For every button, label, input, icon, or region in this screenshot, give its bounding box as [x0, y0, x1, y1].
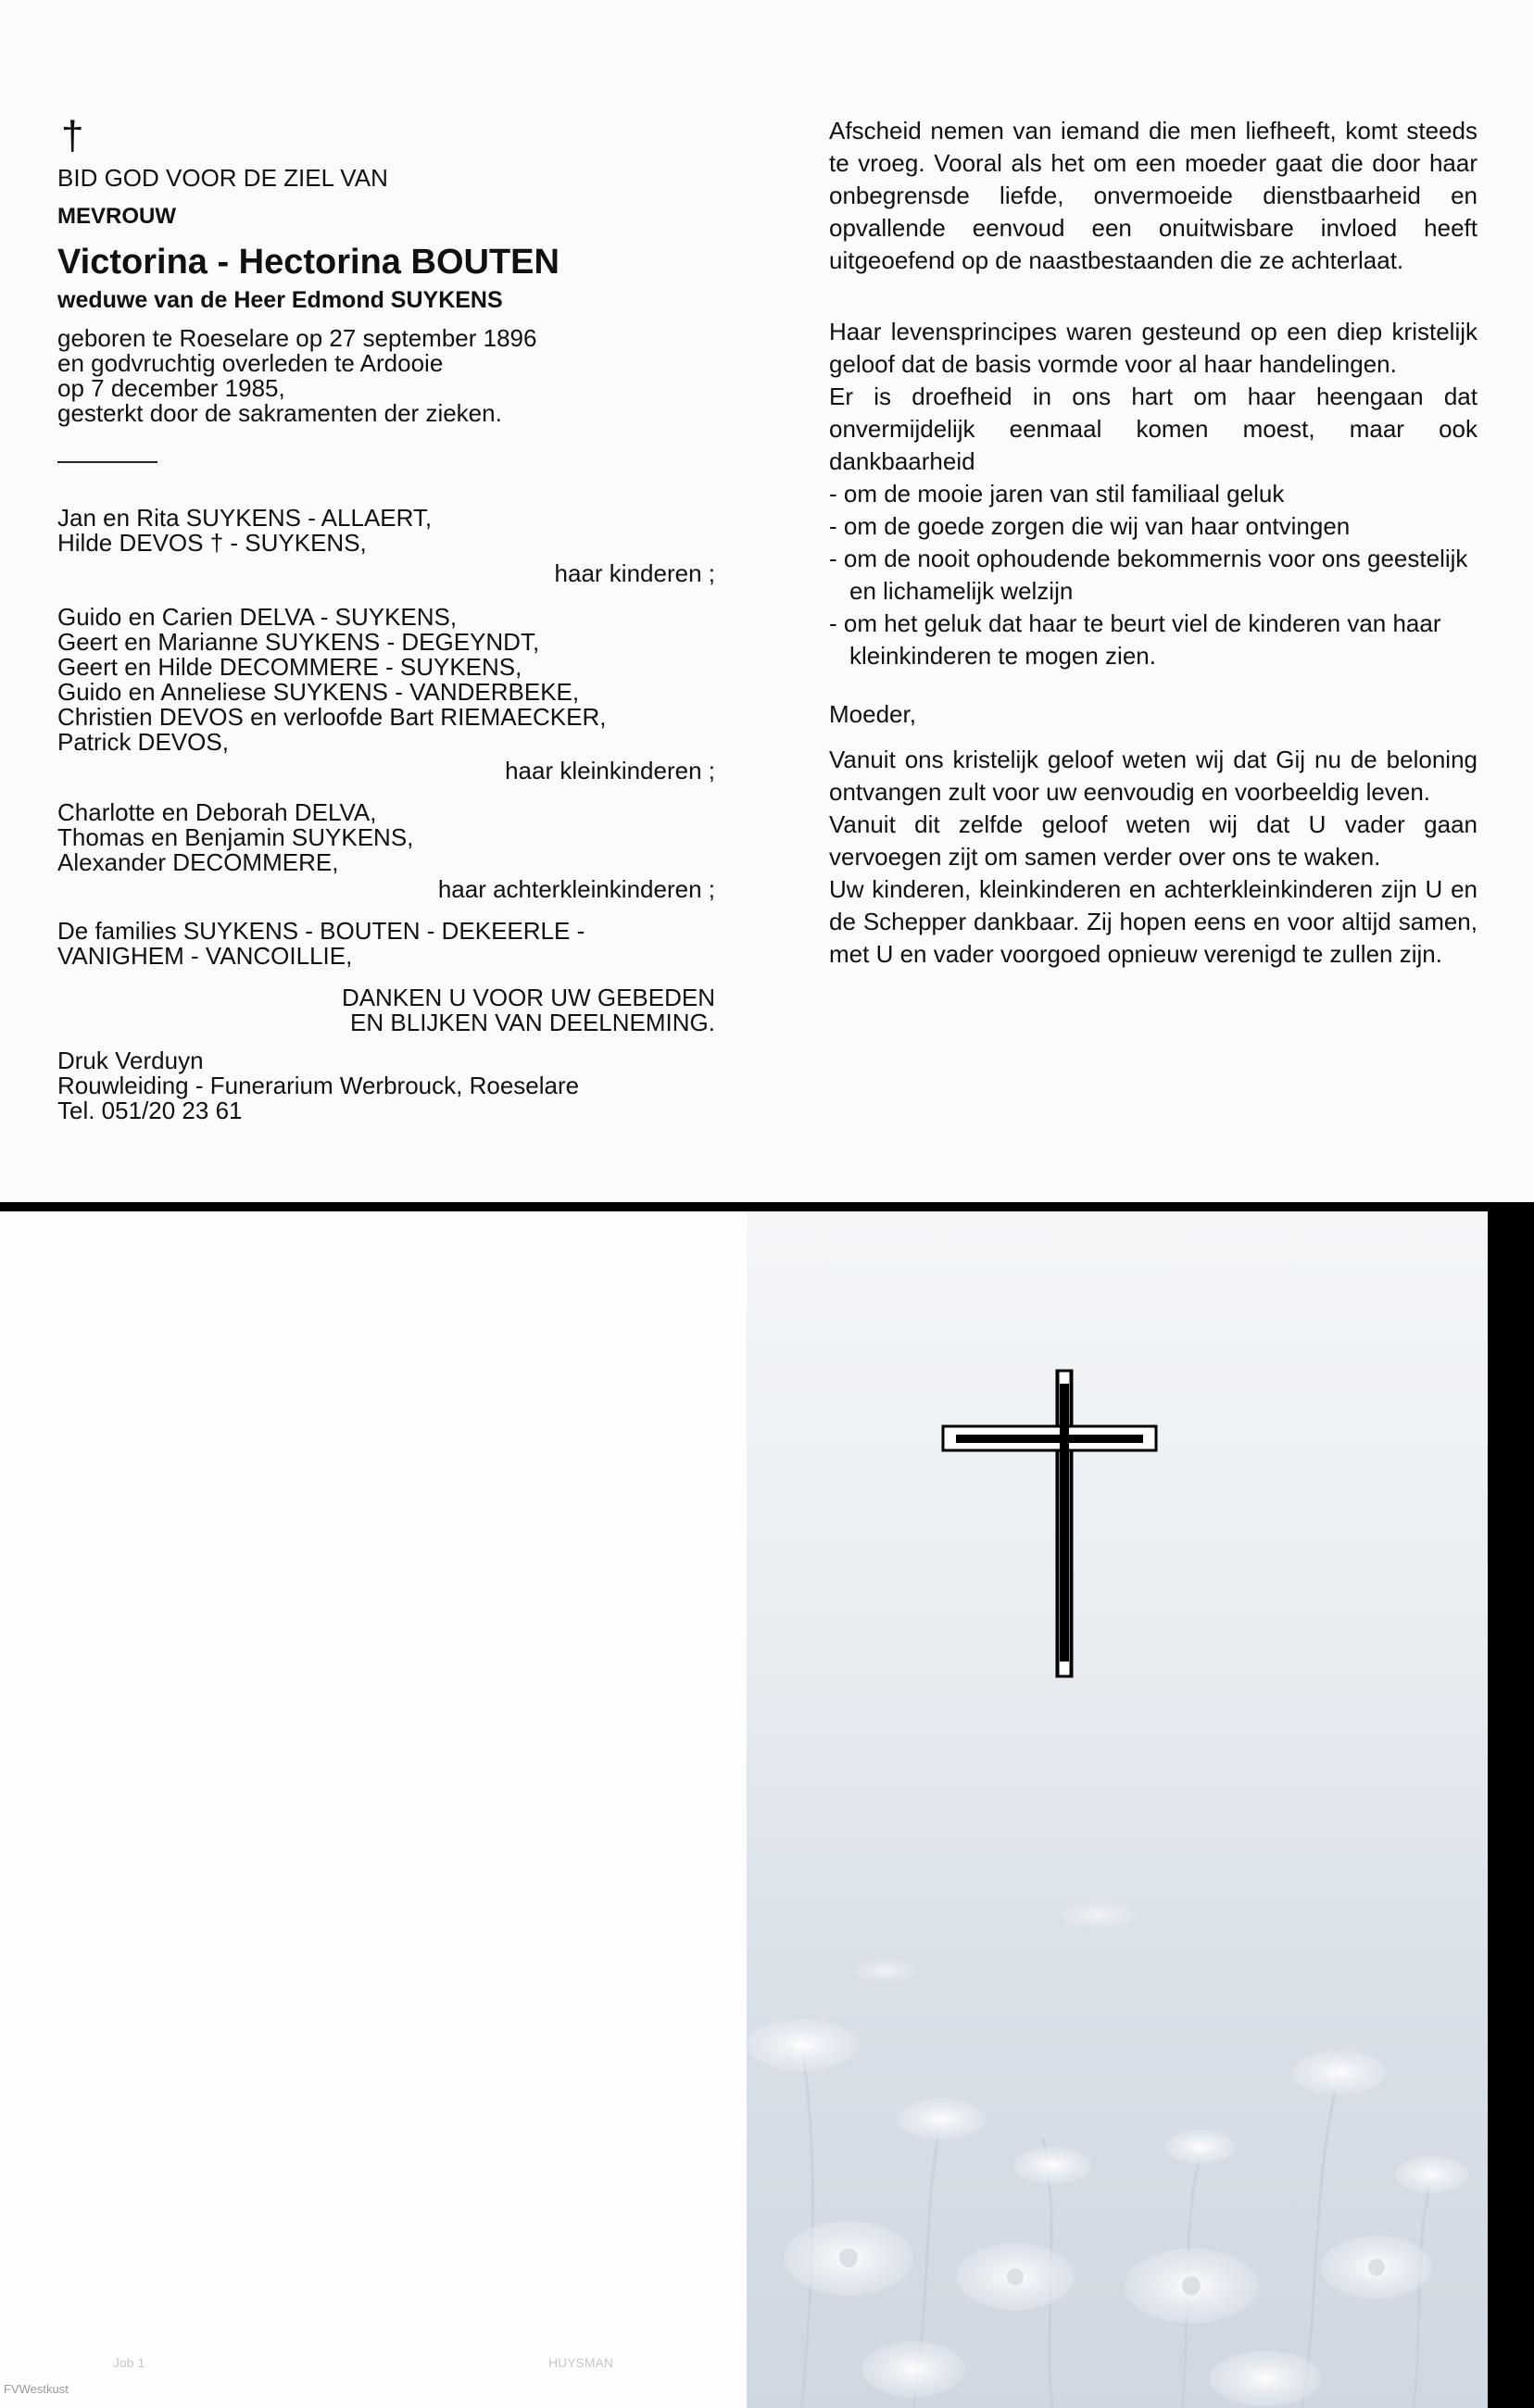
fold-separator [0, 1202, 1534, 1211]
scan-edge [1488, 1211, 1534, 2408]
right-column [829, 115, 1477, 971]
life-line: en godvruchtig overleden te Ardooie [57, 349, 444, 377]
cross-icon: † [61, 113, 84, 158]
life-block [57, 326, 715, 426]
spouse-line: weduwe van de Heer Edmond SUYKENS [57, 287, 503, 313]
daisy-field-image [747, 1211, 1488, 2408]
paragraph-farewell: Afscheid nemen van iemand die men liefheeft, komt steeds te vroeg. Vooral als het om een moeder gaat die door haar onbegrensde liefde, onvermoeide dienstbaarheid en opvallende eenvoud een onuitwisbare invloed heeft uitgeoefend op de naastbestaanden die ze achterlaat. [829, 117, 1477, 274]
footer-printer-mark: HUYSMAN [548, 2355, 614, 2370]
grandchildren-label: haar kleinkinderen ; [505, 757, 715, 784]
list-item: - om de goede zorgen die wij van haar ontvingen [829, 512, 1351, 540]
list-item: - om de nooit ophoudende bekommernis voor ons geestelijk en lichamelijk welzijn [829, 545, 1468, 605]
printer-line: Tel. 051/20 23 61 [57, 1097, 243, 1124]
cover-spread [0, 1211, 1534, 2408]
printer-line: Druk Verduyn [57, 1047, 204, 1074]
children-line: Jan en Rita SUYKENS - ALLAERT, [57, 504, 433, 532]
title-text: MEVROUW [57, 204, 176, 229]
salutation: Moeder, [829, 700, 916, 728]
life-line: gesterkt door de sakramenten der zieken. [57, 399, 502, 427]
intro-text: BID GOD VOOR DE ZIEL VAN [57, 164, 388, 192]
footer-job-text: Job 1 [113, 2355, 145, 2370]
deceased-name: Victorina - Hectorina BOUTEN [57, 243, 560, 282]
grandchildren-line: Christien DEVOS en verloofde Bart RIEMAECKER, [57, 703, 607, 731]
watermark-text: FVWestkust [4, 2382, 69, 2396]
great-grandchildren-line: Charlotte en Deborah DELVA, [57, 798, 377, 826]
printer-block [57, 1048, 715, 1123]
families-line: De families SUYKENS - BOUTEN - DEKEERLE - [57, 917, 585, 945]
grandchildren-line: Patrick DEVOS, [57, 728, 229, 756]
paragraph-principles: Haar levensprincipes waren gesteund op een diep kristelijk geloof dat de basis vormde voor al haar handelingen. [829, 318, 1477, 378]
list-item: - om het geluk dat haar te beurt viel de kinderen van haar kleinkinderen te mogen zien. [829, 609, 1441, 670]
cross-emblem-icon [943, 1371, 1156, 1676]
families-line: VANIGHEM - VANCOILLIE, [57, 942, 353, 970]
children-block [57, 506, 715, 586]
printer-line: Rouwleiding - Funerarium Werbrouck, Roeselare [57, 1072, 580, 1099]
families-block [57, 919, 715, 969]
children-line: Hilde DEVOS † - SUYKENS, [57, 529, 367, 557]
life-line: op 7 december 1985, [57, 374, 285, 402]
great-grandchildren-label: haar achterkleinkinderen ; [437, 875, 715, 903]
grandchildren-line: Geert en Marianne SUYKENS - DEGEYNDT, [57, 628, 540, 656]
great-grandchildren-block [57, 800, 715, 902]
back-cover [0, 1211, 747, 2408]
children-label: haar kinderen ; [554, 559, 715, 587]
divider [57, 461, 157, 463]
thanks-line: EN BLIJKEN VAN DEELNEMING. [350, 1009, 715, 1036]
grandchildren-line: Guido en Carien DELVA - SUYKENS, [57, 603, 458, 631]
paragraph-family: Uw kinderen, kleinkinderen en achterkleinkinderen zijn U en de Schepper dankbaar. Zij hopen eens en voor altijd samen, met U en vader voorgoed opnieuw verenigd te zullen zijn. [829, 875, 1477, 968]
life-line: geboren te Roeselare op 27 september 1896 [57, 324, 537, 352]
left-column [57, 113, 715, 1124]
paragraph-faith: Vanuit ons kristelijk geloof weten wij dat Gij nu de beloning ontvangen zult voor uw eenvoudig en voorbeeldig leven. [829, 746, 1477, 806]
inner-spread [0, 0, 1534, 1202]
thanks-line: DANKEN U VOOR UW GEBEDEN [341, 984, 715, 1011]
front-cover-photo [747, 1211, 1488, 2408]
great-grandchildren-line: Thomas en Benjamin SUYKENS, [57, 823, 414, 851]
thanks-block [57, 985, 715, 1035]
grandchildren-line: Guido en Anneliese SUYKENS - VANDERBEKE, [57, 678, 580, 706]
great-grandchildren-line: Alexander DECOMMERE, [57, 848, 339, 876]
paragraph-sorrow: Er is droefheid in ons hart om haar heengaan dat onvermijdelijk eenmaal komen moest, maar ook dankbaarheid [829, 383, 1477, 475]
list-item: - om de mooie jaren van stil familiaal geluk [829, 480, 1285, 508]
grandchildren-block [57, 605, 715, 784]
paragraph-father: Vanuit dit zelfde geloof weten wij dat U vader gaan vervoegen zijt om samen verder over ons te waken. [829, 810, 1477, 871]
grandchildren-line: Geert en Hilde DECOMMERE - SUYKENS, [57, 653, 522, 681]
gratitude-list [829, 478, 1477, 672]
